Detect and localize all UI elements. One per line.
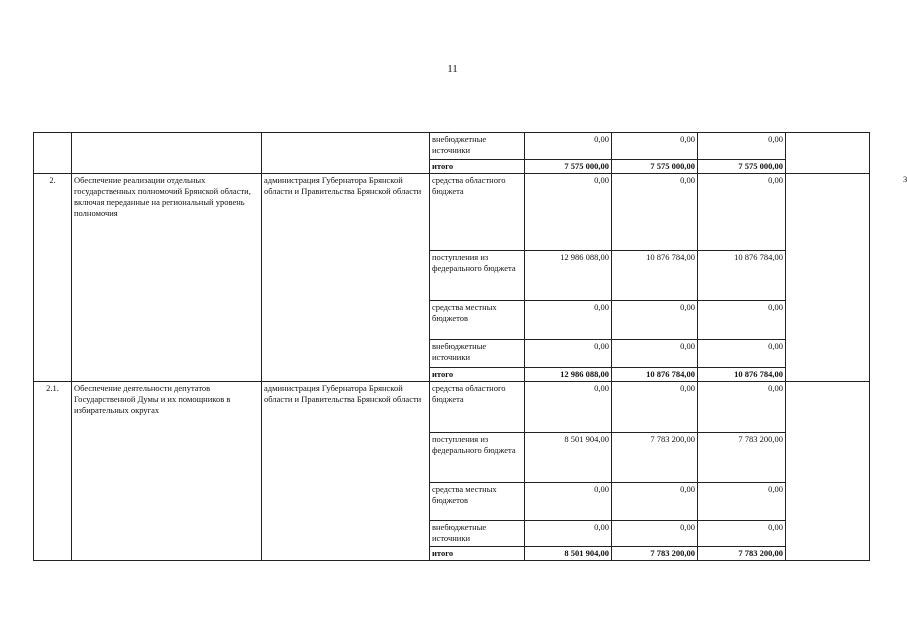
- event-name-cell: Обеспечение реализации отдельных государственных полномочий Брянской области, включая переданные на региональный уровень полномочия: [72, 174, 262, 382]
- amount-cell: 0,00: [698, 382, 786, 433]
- funding-source-cell: средства местных бюджетов: [430, 483, 525, 521]
- event-name-cell: [72, 133, 262, 174]
- table-row: [34, 174, 870, 251]
- total-label-cell: итого: [430, 547, 525, 561]
- amount-cell: 0,00: [698, 301, 786, 340]
- event-name-cell: Обеспечение деятельности депутатов Государственной Думы и их помощников в избирательных округах: [72, 382, 262, 561]
- page-number: 11: [447, 63, 458, 75]
- total-amount-cell: 7 575 000,00: [698, 160, 786, 174]
- funding-source-cell: внебюджетные источники: [430, 340, 525, 368]
- amount-cell: 0,00: [698, 133, 786, 160]
- total-amount-cell: 7 575 000,00: [525, 160, 612, 174]
- amount-cell: 10 876 784,00: [698, 251, 786, 301]
- amount-cell: 0,00: [698, 521, 786, 547]
- amount-cell: 0,00: [612, 174, 698, 251]
- funding-source-cell: поступления из федерального бюджета: [430, 433, 525, 483]
- executor-cell: [262, 133, 430, 174]
- amount-cell: 7 783 200,00: [698, 433, 786, 483]
- amount-cell: 0,00: [612, 382, 698, 433]
- funding-source-cell: средства областного бюджета: [430, 382, 525, 433]
- total-amount-cell: 12 986 088,00: [525, 368, 612, 382]
- funding-source-cell: внебюджетные источники: [430, 521, 525, 547]
- extra-cell: [786, 133, 870, 174]
- amount-cell: 0,00: [698, 340, 786, 368]
- amount-cell: 0,00: [525, 521, 612, 547]
- total-amount-cell: 7 783 200,00: [612, 547, 698, 561]
- amount-cell: 8 501 904,00: [525, 433, 612, 483]
- number-cell: 2.1.: [34, 382, 72, 561]
- extra-cell: [786, 174, 870, 382]
- amount-cell: 0,00: [525, 174, 612, 251]
- amount-cell: 0,00: [612, 340, 698, 368]
- amount-cell: 0,00: [698, 174, 786, 251]
- amount-cell: 0,00: [525, 382, 612, 433]
- budget-table: [33, 132, 870, 561]
- amount-cell: 0,00: [525, 133, 612, 160]
- funding-source-cell: средства областного бюджета: [430, 174, 525, 251]
- total-amount-cell: 10 876 784,00: [698, 368, 786, 382]
- amount-cell: 0,00: [525, 301, 612, 340]
- total-amount-cell: 10 876 784,00: [612, 368, 698, 382]
- total-amount-cell: 7 575 000,00: [612, 160, 698, 174]
- amount-cell: 0,00: [612, 133, 698, 160]
- amount-cell: 0,00: [612, 521, 698, 547]
- amount-cell: 0,00: [698, 483, 786, 521]
- amount-cell: 0,00: [612, 483, 698, 521]
- total-amount-cell: 8 501 904,00: [525, 547, 612, 561]
- amount-cell: 12 986 088,00: [525, 251, 612, 301]
- amount-cell: 10 876 784,00: [612, 251, 698, 301]
- funding-source-cell: внебюджетные источники: [430, 133, 525, 160]
- amount-cell: 7 783 200,00: [612, 433, 698, 483]
- executor-cell: администрация Губернатора Брянской области и Правительства Брянской области: [262, 382, 430, 561]
- extra-cell: [786, 382, 870, 561]
- total-amount-cell: 7 783 200,00: [698, 547, 786, 561]
- table-row: [34, 382, 870, 433]
- cut-off-value: 3: [903, 174, 907, 184]
- funding-source-cell: поступления из федерального бюджета: [430, 251, 525, 301]
- total-label-cell: итого: [430, 368, 525, 382]
- amount-cell: 0,00: [612, 301, 698, 340]
- total-label-cell: итого: [430, 160, 525, 174]
- executor-cell: администрация Губернатора Брянской области и Правительства Брянской области: [262, 174, 430, 382]
- amount-cell: 0,00: [525, 483, 612, 521]
- number-cell: 2.: [34, 174, 72, 382]
- number-cell: [34, 133, 72, 174]
- funding-source-cell: средства местных бюджетов: [430, 301, 525, 340]
- table-row: [34, 133, 870, 160]
- amount-cell: 0,00: [525, 340, 612, 368]
